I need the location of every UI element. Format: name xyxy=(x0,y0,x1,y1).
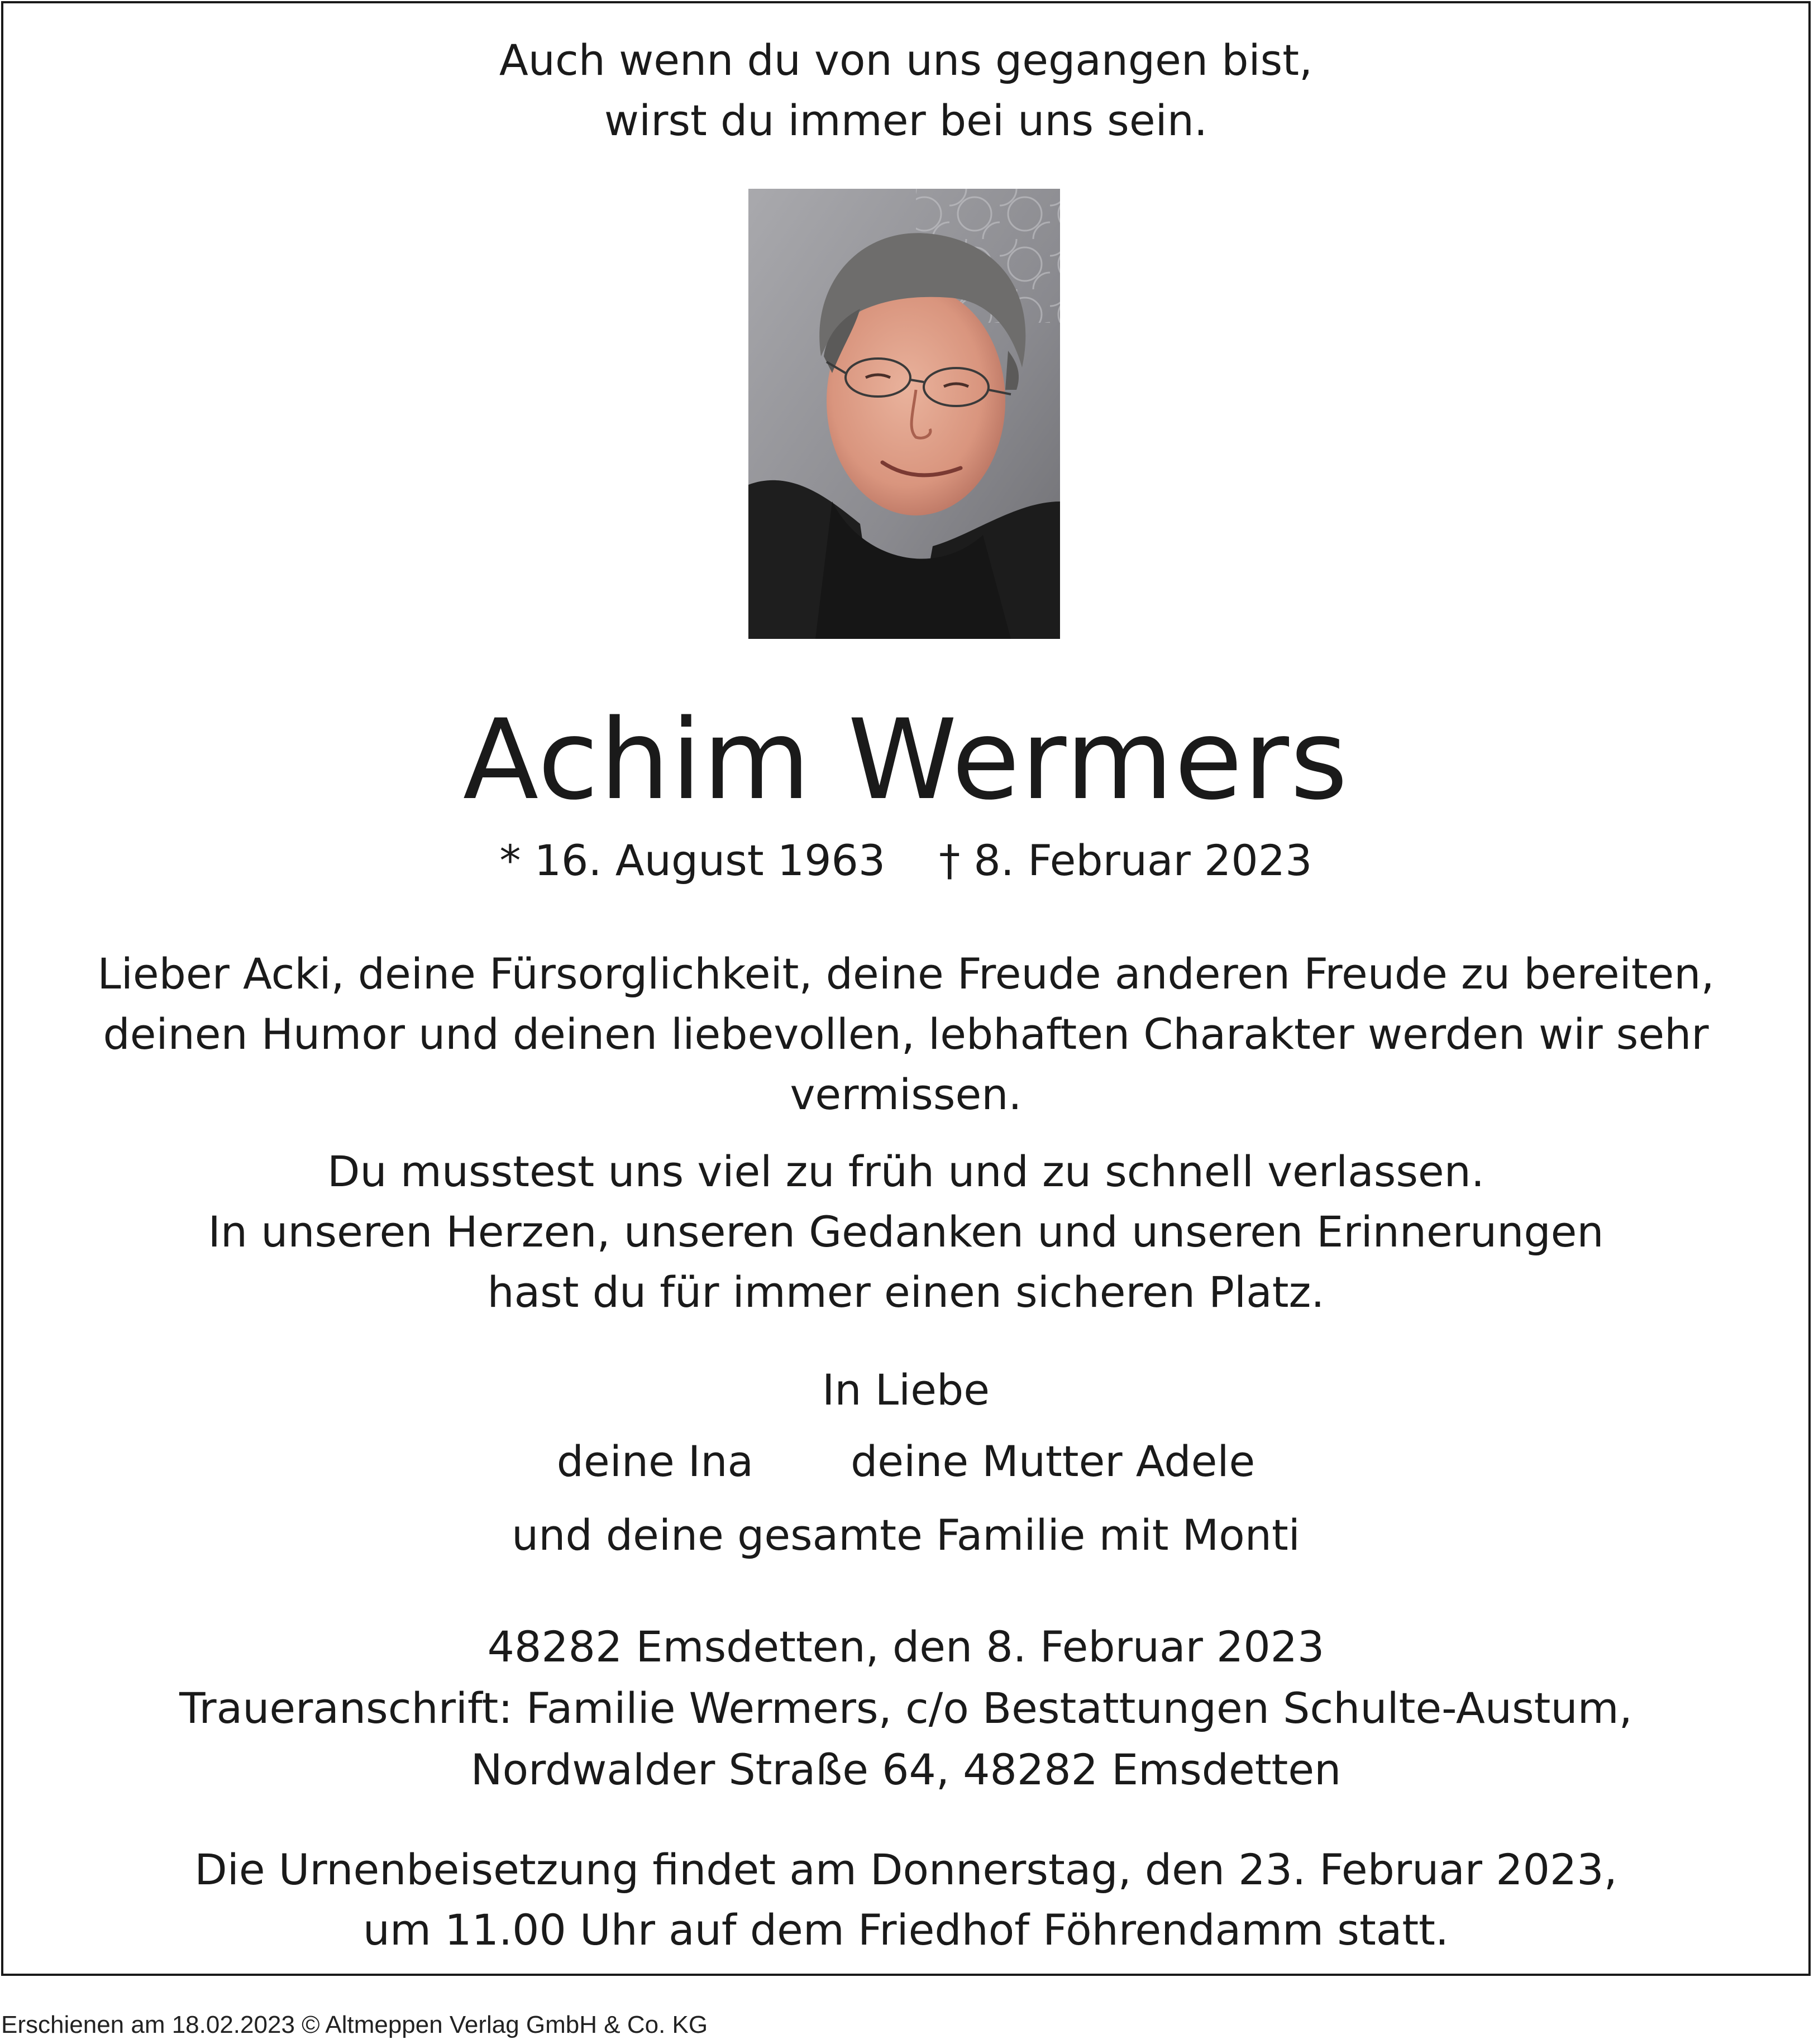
burial-line: Die Urnenbeisetzung findet am Donnerstag, den 23. Februar 2023, xyxy=(194,1845,1617,1894)
death-date: † 8. Februar 2023 xyxy=(939,835,1312,885)
mourning-address xyxy=(3,1616,1808,1801)
signers xyxy=(3,1431,1808,1492)
closing-line: Du musstest uns viel zu früh und zu schnell verlassen. xyxy=(327,1147,1485,1196)
address-line: 48282 Emsdetten, den 8. Februar 2023 xyxy=(487,1622,1325,1672)
motto xyxy=(3,30,1808,151)
address-line: Nordwalder Straße 64, 48282 Emsdetten xyxy=(470,1745,1342,1794)
tribute-line: deinen Humor und deinen liebevollen, lebhaften Charakter werden wir sehr xyxy=(103,1009,1709,1059)
family-line: und deine gesamte Familie mit Monti xyxy=(512,1510,1300,1560)
in-love-line: In Liebe xyxy=(822,1365,990,1415)
obituary-frame xyxy=(1,1,1811,1976)
motto-line: Auch wenn du von uns gegangen bist, xyxy=(499,35,1313,85)
burial-info xyxy=(3,1840,1808,1960)
life-dates xyxy=(3,830,1808,891)
tribute-line: vermissen. xyxy=(790,1069,1022,1119)
birth-date: * 16. August 1963 xyxy=(499,835,886,885)
closing-text xyxy=(3,1142,1808,1322)
portrait-photo xyxy=(748,189,1060,639)
publication-footer: Erschienen am 18.02.2023 © Altmeppen Verlag GmbH & Co. KG xyxy=(1,2011,708,2038)
signer-mother: deine Mutter Adele xyxy=(851,1436,1256,1486)
tribute-line: Lieber Acki, deine Fürsorglichkeit, deine Freude anderen Freude zu bereiten, xyxy=(97,949,1715,999)
signer-ina: deine Ina xyxy=(556,1436,754,1486)
burial-line: um 11.00 Uhr auf dem Friedhof Föhrendamm statt. xyxy=(362,1905,1449,1955)
motto-line: wirst du immer bei uns sein. xyxy=(604,95,1208,145)
tribute-text xyxy=(3,944,1808,1125)
address-line: Traueranschrift: Familie Wermers, c/o Bestattungen Schulte-Austum, xyxy=(179,1683,1632,1733)
closing-line: hast du für immer einen sicheren Platz. xyxy=(487,1267,1325,1317)
deceased-name: Achim Wermers xyxy=(462,695,1349,824)
closing-line: In unseren Herzen, unseren Gedanken und unseren Erinnerungen xyxy=(208,1207,1604,1257)
